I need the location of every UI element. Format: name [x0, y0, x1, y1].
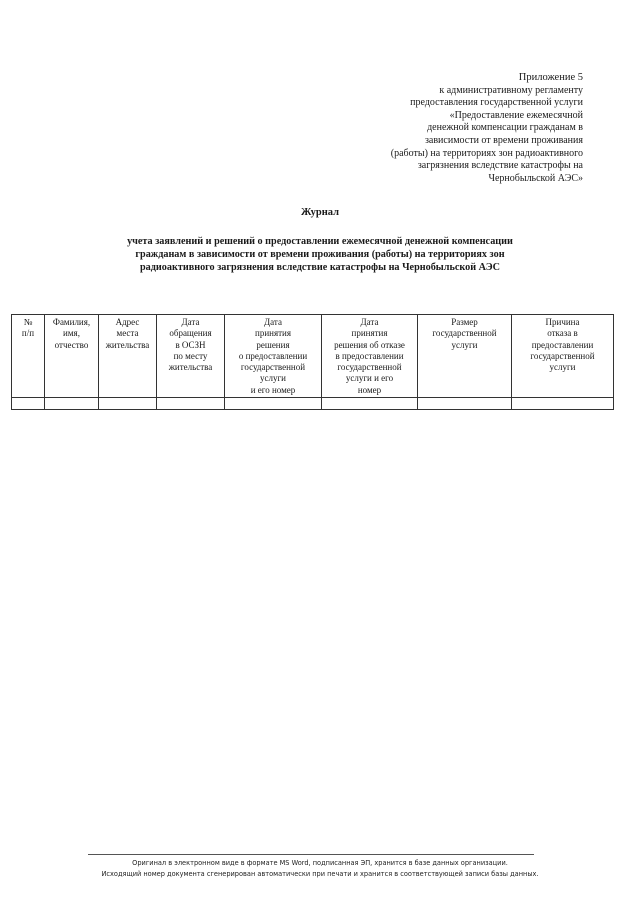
appendix-line: «Предоставление ежемесячной: [449, 109, 583, 121]
table-cell[interactable]: [45, 398, 99, 410]
column-header-amount: Размер государственной услуги: [418, 315, 512, 398]
footer-line-2: Исходящий номер документа сгенерирован автоматически при печати и хранится в соответствующей записи базы данных.: [101, 870, 539, 878]
table-cell[interactable]: [418, 398, 512, 410]
footer-note: [0, 858, 640, 880]
table-cell[interactable]: [512, 398, 614, 410]
column-header-grant-decision: Дата принятия решения о предоставлении государственной услуги и его номер: [225, 315, 322, 398]
table-cell[interactable]: [99, 398, 157, 410]
table-cell[interactable]: [225, 398, 322, 410]
appendix-block: [343, 72, 583, 185]
column-header-refusal-reason: Причина отказа в предоставлении государственной услуги: [512, 315, 614, 398]
appendix-line: Приложение 5: [518, 72, 583, 83]
table-cell[interactable]: [322, 398, 418, 410]
column-header-application-date: Дата обращения в ОСЗН по месту жительства: [157, 315, 225, 398]
appendix-line: к административному регламенту: [439, 84, 583, 96]
journal-subtitle-line: учета заявлений и решений о предоставлении ежемесячной денежной компенсации: [127, 236, 513, 247]
appendix-line: денежной компенсации гражданам в: [427, 122, 583, 134]
table-cell[interactable]: [12, 398, 45, 410]
table-header-row: [12, 315, 614, 398]
journal-subtitle: [80, 235, 560, 274]
column-header-full-name: Фамилия, имя, отчество: [45, 315, 99, 398]
journal-subtitle-line: радиоактивного загрязнения вследствие катастрофы на Чернобыльской АЭС: [140, 262, 500, 273]
journal-subtitle-line: гражданам в зависимости от времени проживания (работы) на территориях зон: [135, 249, 505, 260]
appendix-line: Чернобыльской АЭС»: [488, 172, 583, 184]
appendix-line: предоставления государственной услуги: [410, 97, 583, 109]
column-header-address: Адрес места жительства: [99, 315, 157, 398]
column-header-number: № п/п: [12, 315, 45, 398]
footer-line-1: Оригинал в электронном виде в формате MS Word, подписанная ЭП, хранится в базе данных организации.: [132, 859, 508, 867]
appendix-line: (работы) на территориях зон радиоактивного: [390, 147, 583, 159]
appendix-line: зависимости от времени проживания: [424, 134, 583, 146]
footer-divider: [88, 854, 534, 855]
register-table: [11, 314, 614, 410]
column-header-refusal-decision: Дата принятия решения об отказе в предоставлении государственной услуги и его номер: [322, 315, 418, 398]
table-row: [12, 398, 614, 410]
table-cell[interactable]: [157, 398, 225, 410]
appendix-line: загрязнения вследствие катастрофы на: [417, 160, 583, 172]
journal-title: Журнал: [301, 207, 339, 218]
